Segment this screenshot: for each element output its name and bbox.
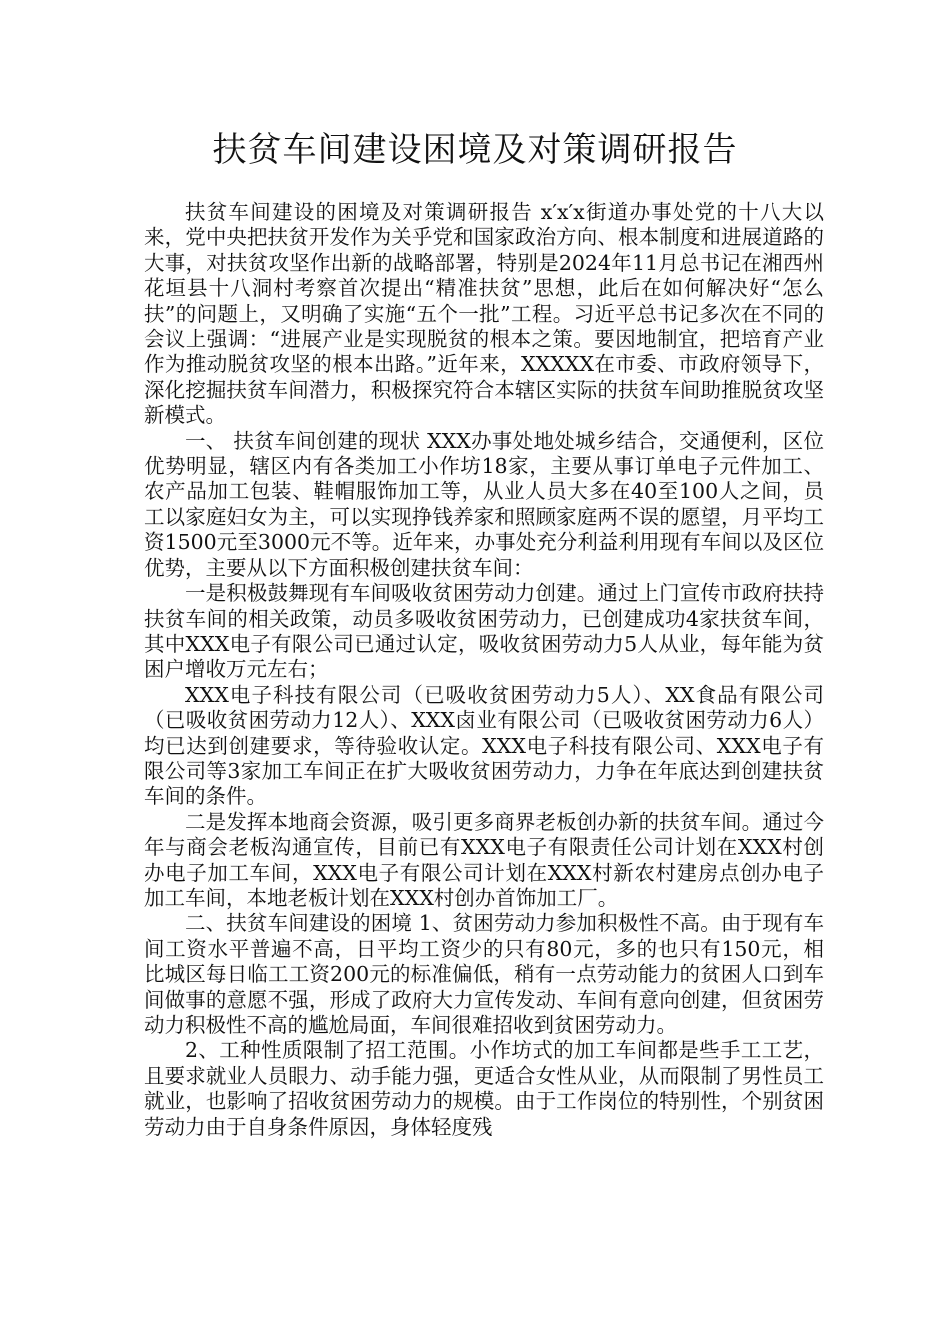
paragraph-item-2: 二是发挥本地商会资源，吸引更多商界老板创办新的扶贫车间。通过今年与商会老板沟通宣传，目前已有XXX电子有限责任公司计划在XXX村创办电子加工车间，XXX电子有限公司计划在XXX村新农村建房点创办电子加工车间，本地老板计划在XXX村创办首饰加工厂。 [144,809,824,910]
document-body [144,200,824,1140]
paragraph-intro: 扶贫车间建设的困境及对策调研报告 x′x′x街道办事处党的十八大以来，党中央把扶贫开发作为关乎党和国家政治方向、根本制度和进展道路的大事，对扶贫攻坚作出新的战略部署，特别是2024年11月总书记在湘西州花垣县十八洞村考察首次提出“精准扶贫”思想，此后在如何解决好“怎么扶”的问题上，又明确了实施“五个一批”工程。习近平总书记多次在不同的会议上强调：“进展产业是实现脱贫的根本之策。要因地制宜，把培育产业作为推动脱贫攻坚的根本出路。”近年来，XXXXX在市委、市政府领导下，深化挖掘扶贫车间潜力，积极探究符合本辖区实际的扶贫车间助推脱贫攻坚新模式。 [144,200,824,428]
paragraph-section-1-status: 一、 扶贫车间创建的现状 XXX办事处地处城乡结合，交通便利，区位优势明显，辖区内有各类加工小作坊18家，主要从事订单电子元件加工、农产品加工包装、鞋帽服饰加工等，从业人员大多在40至100人之间，员工以家庭妇女为主，可以实现挣钱养家和照顾家庭两不误的愿望，月平均工资1500元至3000元不等。近年来，办事处充分利益利用现有车间以及区位优势，主要从以下方面积极创建扶贫车间： [144,428,824,580]
document-title: 扶贫车间建设困境及对策调研报告 [212,130,738,170]
paragraph-companies: XXX电子科技有限公司（已吸收贫困劳动力5人）、XX食品有限公司（已吸收贫困劳动力12人）、XXX卤业有限公司（已吸收贫困劳动力6人）均已达到创建要求，等待验收认定。XXX电子科技有限公司、XXX电子有限公司等3家加工车间正在扩大吸收贫困劳动力，力争在年底达到创建扶贫车间的条件。 [144,682,824,809]
paragraph-item-1: 一是积极鼓舞现有车间吸收贫困劳动力创建。通过上门宣传市政府扶持扶贫车间的相关政策，动员多吸收贫困劳动力，已创建成功4家扶贫车间，其中XXX电子有限公司已通过认定，吸收贫困劳动力5人从业，每年能为贫困户增收万元左右； [144,581,824,682]
paragraph-difficulty-2: 2、工种性质限制了招工范围。小作坊式的加工车间都是些手工工艺，且要求就业人员眼力、动手能力强，更适合女性从业，从而限制了男性员工就业，也影响了招收贫困劳动力的规模。由于工作岗位的特别性，个别贫困劳动力由于自身条件原因，身体轻度残 [144,1038,824,1139]
paragraph-section-2-difficulties: 二、扶贫车间建设的困境 1、贫困劳动力参加积极性不高。由于现有车间工资水平普遍不高，日平均工资少的只有80元，多的也只有150元，相比城区每日临工工资200元的标准偏低，稍有一点劳动能力的贫困人口到车间做事的意愿不强，形成了政府大力宣传发动、车间有意向创建，但贫困劳动力积极性不高的尴尬局面，车间很难招收到贫困劳动力。 [144,911,824,1037]
